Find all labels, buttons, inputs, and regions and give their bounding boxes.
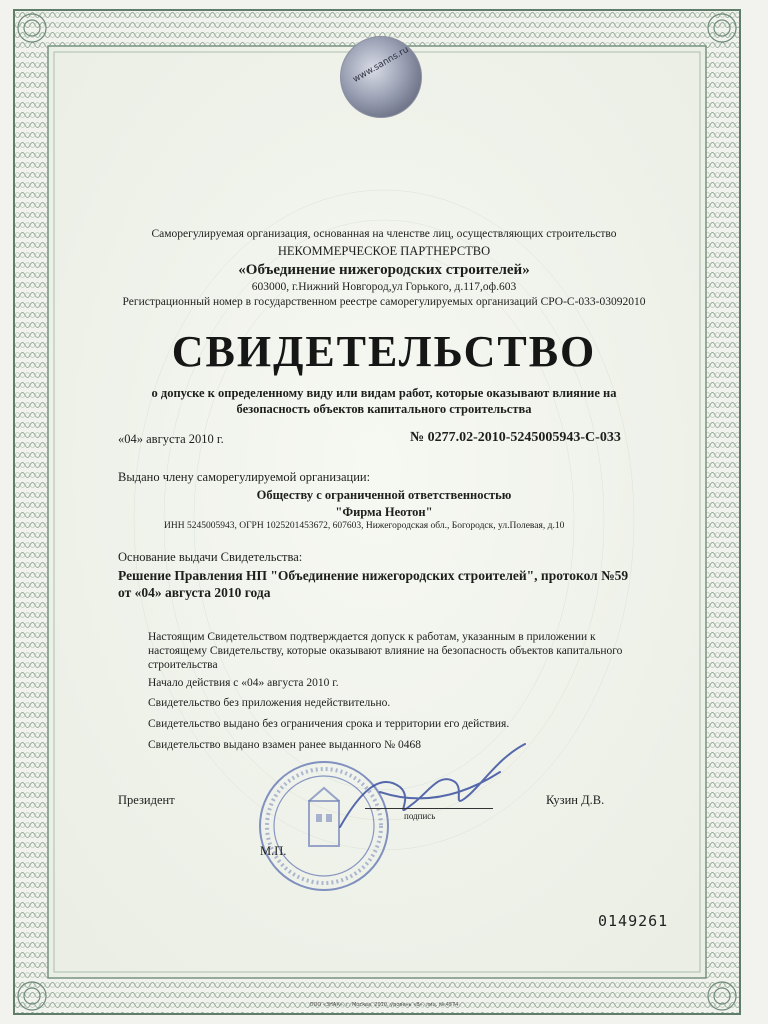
basis-label: Основание выдачи Свидетельства:: [118, 550, 303, 564]
serial-number: 0149261: [598, 912, 669, 930]
recipient-details: ИНН 5245005943, ОГРН 1025201453672, 607603, Нижегородская обл., Богородск, ул.Полевая, д.10: [164, 521, 565, 531]
org-address: 603000, г.Нижний Новгород,ул Горького, д.117,оф.603: [251, 281, 517, 293]
recipient-line-1: Обществу с ограниченной ответственностью: [256, 488, 512, 502]
body-paragraph-line-3: строительства: [148, 659, 218, 671]
header-line-1: Саморегулируемая организация, основанная на членстве лиц, осуществляющих строительство: [151, 228, 617, 240]
subtitle-line-2: безопасность объектов капитального строительства: [236, 402, 532, 416]
header-line-2: НЕКОММЕРЧЕСКОЕ ПАРТНЕРСТВО: [277, 244, 491, 258]
seal-label: М.П.: [260, 844, 287, 858]
president-label: Президент: [118, 793, 175, 807]
validity-note: Свидетельство без приложения недействительно.: [148, 697, 391, 709]
president-name: Кузин Д.В.: [546, 793, 605, 807]
president-signature: [320, 732, 540, 842]
signature-caption: подпись: [404, 811, 436, 821]
replaces-note: Свидетельство выдано взамен ранее выданного № 0468: [148, 739, 421, 751]
start-date: Начало действия с «04» августа 2010 г.: [148, 677, 339, 689]
certificate-title: СВИДЕТЕЛЬСТВО: [171, 327, 597, 376]
subtitle-line-1: о допуске к определенному виду или видам работ, которые оказывают влияние на: [151, 386, 617, 400]
body-paragraph-line-2: настоящему Свидетельству, которые оказывают влияние на безопасность объектов капитального: [148, 645, 623, 657]
org-name: «Объединение нижегородских строителей»: [238, 262, 530, 278]
recipient-label: Выдано члену саморегулируемой организации:: [118, 470, 371, 484]
signature-line: [365, 808, 493, 809]
body-paragraph-line-1: Настоящим Свидетельством подтверждается допуск к работам, указанным в приложении к: [148, 631, 596, 643]
issue-date: «04» августа 2010 г.: [118, 432, 224, 446]
printer-imprint: ООО «ЗНАК», г. Москва, 2010, уровень «В», лиц. № 4574: [309, 1002, 459, 1008]
certificate-number: № 0277.02-2010-5245005943-С-033: [410, 430, 621, 445]
basis-line-2: от «04» августа 2010 года: [118, 585, 271, 600]
basis-line-1: Решение Правления НП "Объединение нижегородских строителей", протокол №59: [118, 568, 629, 583]
recipient-line-2: "Фирма Неотон": [335, 505, 433, 519]
hologram-text: www.sanns.ru: [351, 44, 411, 86]
registry-number: Регистрационный номер в государственном реестре саморегулируемых организаций СРО-С-033-03092010: [122, 296, 646, 308]
unlimited-note: Свидетельство выдано без ограничения срока и территории его действия.: [148, 718, 510, 730]
